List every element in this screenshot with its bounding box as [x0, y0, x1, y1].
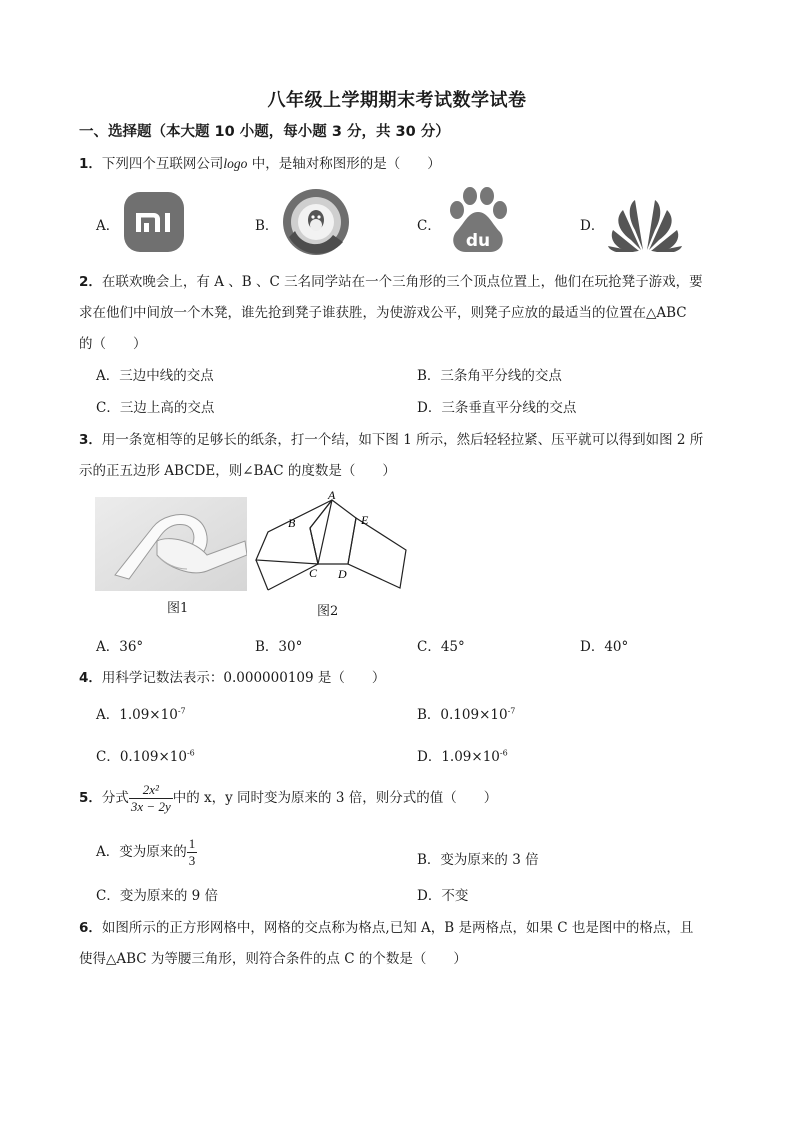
fraction-numerator: 2x²: [129, 782, 173, 799]
question-number: 2．: [79, 274, 102, 290]
q5-option-d: D．不变: [417, 888, 469, 904]
question-3-line-2: 示的正五边形 ABCDE，则∠BAC 的度数是（ ）: [79, 463, 396, 479]
q2-option-c: C．三边上高的交点: [96, 400, 215, 416]
mi-logo: [124, 192, 184, 252]
question-number: 4．: [79, 670, 102, 686]
question-number: 1．: [79, 156, 102, 172]
vertex-label-d: D: [338, 567, 347, 581]
fraction-expression: [129, 782, 173, 815]
option-text: D．1.09×10: [417, 749, 500, 765]
question-text: 用科学记数法表示：0.000000109 是（ ）: [101, 670, 386, 686]
question-text: 如图所示的正方形网格中，网格的交点称为格点,已知 A，B 是两格点，如果 C 也是图中的格点，且: [101, 920, 694, 936]
question-number: 6．: [79, 920, 102, 936]
question-3-line-1: [79, 428, 703, 448]
huawei-logo: [605, 196, 685, 252]
figure-2-pentagon-diagram: [252, 488, 412, 596]
question-2-line-1: [79, 270, 703, 290]
baidu-logo-text: du: [465, 231, 491, 251]
option-d-label: D．: [580, 218, 605, 234]
question-2-line-2: 求在他们中间放一个木凳，谁先抢到凳子谁获胜，为使游戏公平，则凳子应放的最适当的位置在△ABC: [79, 305, 687, 321]
question-5-text: [79, 782, 497, 815]
vertex-label-e: E: [361, 513, 369, 527]
figure-1-knot-photo: [95, 497, 247, 591]
exponent: -7: [507, 706, 516, 716]
q3-option-d: D．40°: [580, 639, 629, 655]
question-text: 分式: [101, 790, 129, 806]
exponent: -6: [186, 748, 195, 758]
exponent: -7: [177, 706, 186, 716]
question-text: 用一条宽相等的足够长的纸条，打一个结，如下图 1 所示，然后轻轻拉紧、压平就可以得到如图 2 所: [101, 432, 704, 448]
logo-word: logo: [223, 156, 248, 171]
vertex-label-a: A: [328, 488, 336, 502]
vertex-label-c: C: [309, 566, 318, 580]
q2-option-b: B．三条角平分线的交点: [417, 368, 562, 384]
qq-browser-logo: [281, 187, 351, 257]
q4-option-c: [96, 745, 195, 765]
q5-option-b: B．变为原来的 3 倍: [417, 852, 539, 868]
q5-option-c: C．变为原来的 9 倍: [96, 888, 219, 904]
question-1-text: [79, 152, 441, 172]
figure-1-caption: 图1: [167, 601, 189, 616]
option-text: A．变为原来的: [96, 844, 187, 860]
question-text: 中的 x，y 同时变为原来的 3 倍，则分式的值（ ）: [172, 790, 498, 806]
fraction-denominator: 3: [188, 853, 196, 868]
fraction-denominator: 3x − 2y: [130, 799, 171, 814]
q3-option-b: B．30°: [255, 639, 303, 655]
option-text: C．0.109×10: [96, 749, 187, 765]
question-text: 在联欢晚会上，有 A 、B 、C 三名同学站在一个三角形的三个顶点位置上，他们在玩抢凳子游戏，要: [101, 274, 703, 290]
exponent: -6: [499, 748, 508, 758]
question-text: 下列四个互联网公司: [101, 156, 224, 172]
q3-option-c: C．45°: [417, 639, 465, 655]
option-a-label: A．: [96, 218, 120, 234]
q3-option-a: A．36°: [96, 639, 144, 655]
exam-title: 八年级上学期期末考试数学试卷: [267, 90, 527, 111]
question-4-text: [79, 666, 385, 686]
question-2-line-3: 的（ ）: [79, 336, 147, 352]
option-text: B．0.109×10: [417, 707, 508, 723]
q4-option-b: [417, 703, 515, 723]
question-6-line-2: 使得△ABC 为等腰三角形，则符合条件的点 C 的个数是（ ）: [79, 951, 467, 967]
question-number: 5．: [79, 790, 102, 806]
question-number: 3．: [79, 432, 102, 448]
q2-option-d: D．三条垂直平分线的交点: [417, 400, 577, 416]
section-heading-choice: 一、选择题（本大题 10 小题，每小题 3 分，共 30 分）: [79, 124, 450, 140]
q2-option-a: A．三边中线的交点: [96, 368, 214, 384]
figure-2-caption: 图2: [317, 604, 339, 619]
option-b-label: B．: [255, 218, 279, 234]
q5-option-a: [96, 836, 197, 869]
q4-option-a: [96, 703, 186, 723]
option-text: A．1.09×10: [96, 707, 178, 723]
question-6-line-1: [79, 916, 693, 936]
q4-option-d: [417, 745, 508, 765]
question-text: 中，是轴对称图形的是（ ）: [247, 156, 441, 172]
fraction-one-third: [187, 836, 198, 869]
baidu-logo: [444, 186, 512, 254]
option-c-label: C．: [417, 218, 441, 234]
vertex-label-b: B: [288, 516, 296, 530]
fraction-numerator: 1: [188, 836, 196, 851]
